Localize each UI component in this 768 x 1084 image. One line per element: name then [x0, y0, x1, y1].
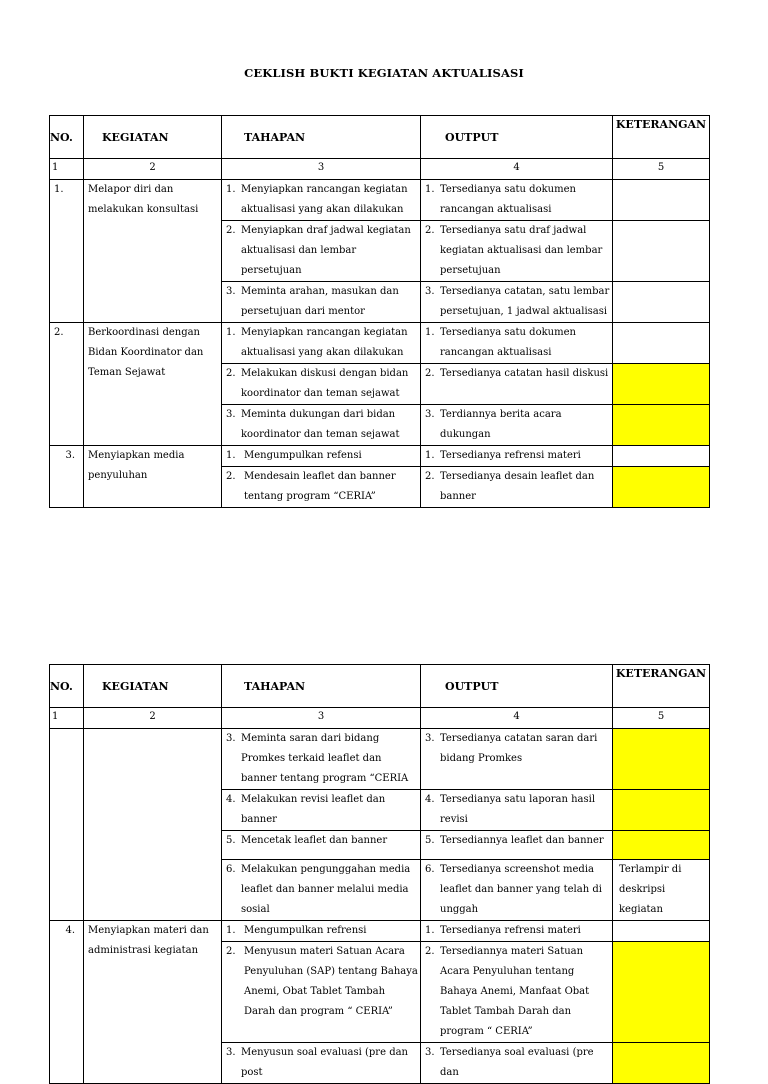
- header-no: NO.: [50, 665, 84, 708]
- header-tahapan: TAHAPAN: [222, 116, 421, 159]
- col-number: 3: [222, 708, 421, 729]
- step-text: Mencetak leaflet dan banner: [241, 835, 388, 846]
- activity-name: [84, 729, 222, 921]
- keterangan-cell: [613, 323, 710, 364]
- keterangan-cell-highlighted: [613, 364, 710, 405]
- output-text: Tersedianya satu dokumen rancangan aktualisasi: [440, 327, 576, 358]
- step-number: 3.: [226, 733, 236, 744]
- step-number: 3.: [226, 286, 236, 297]
- output-number: 4.: [425, 794, 435, 805]
- col-number: 4: [421, 708, 613, 729]
- step-number: 2.: [226, 471, 236, 482]
- output-number: 1.: [425, 327, 435, 338]
- column-number-row: [50, 708, 710, 729]
- step-text: Menyusun materi Satuan Acara Penyuluhan (SAP) tentang Bahaya Anemi, Obat Tablet Tambah Darah dan program “ CERIA”: [244, 946, 418, 1017]
- step-number: 1.: [226, 450, 236, 461]
- keterangan-cell-highlighted: [613, 405, 710, 446]
- step-text: Melakukan diskusi dengan bidan koordinator dan teman sejawat: [241, 368, 409, 399]
- keterangan-cell: [613, 221, 710, 282]
- step-number: 1.: [226, 184, 236, 195]
- step-number: 2.: [226, 946, 236, 957]
- keterangan-cell: [613, 180, 710, 221]
- output-number: 3.: [425, 286, 435, 297]
- output-number: 1.: [425, 184, 435, 195]
- step-text: Meminta saran dari bidang Promkes terkaid leaflet dan banner tentang program “CERIA: [241, 733, 409, 784]
- step-number: 2.: [226, 225, 236, 236]
- table-row: [50, 729, 710, 790]
- keterangan-cell: [613, 446, 710, 467]
- table-row: [50, 180, 710, 221]
- keterangan-cell-highlighted: [613, 942, 710, 1043]
- output-text: Tersediannya materi Satuan Acara Penyuluhan tentang Bahaya Anemi, Manfaat Obat Tablet Tambah Darah dan program “ CERIA”: [440, 946, 590, 1037]
- header-keterangan: KETERANGAN: [613, 665, 710, 708]
- document-title: CEKLISH BUKTI KEGIATAN AKTUALISASI: [244, 66, 524, 80]
- activity-number: 4.: [50, 921, 84, 1084]
- output-text: Tersedianya catatan hasil diskusi: [440, 368, 609, 379]
- col-number: 2: [84, 159, 222, 180]
- output-text: Tersedianya catatan saran dari bidang Promkes: [440, 733, 598, 764]
- output-text: Tersedianya refrensi materi: [440, 925, 581, 936]
- output-text: Tersedianya desain leaflet dan banner: [440, 471, 595, 502]
- step-text: Melakukan pengunggahan media leaflet dan banner melalui media sosial: [241, 864, 411, 915]
- header-kegiatan: KEGIATAN: [84, 116, 222, 159]
- col-number: 5: [613, 708, 710, 729]
- table-row: [50, 323, 710, 364]
- col-number: 3: [222, 159, 421, 180]
- output-text: Tersediannya leaflet dan banner: [440, 835, 604, 846]
- step-number: 1.: [226, 925, 236, 936]
- keterangan-cell-highlighted: [613, 467, 710, 508]
- keterangan-cell-highlighted: [613, 1043, 710, 1084]
- header-output: OUTPUT: [421, 665, 613, 708]
- output-number: 2.: [425, 368, 435, 379]
- step-number: 6.: [226, 864, 236, 875]
- output-number: 5.: [425, 835, 435, 846]
- output-text: Terdiannya berita acara dukungan: [440, 409, 562, 440]
- activity-name: Menyiapkan materi dan administrasi kegiatan: [84, 921, 222, 1084]
- col-number: 1: [50, 159, 84, 180]
- step-number: 4.: [226, 794, 236, 805]
- step-text: Mengumpulkan refrensi: [244, 925, 367, 936]
- header-keterangan: KETERANGAN: [613, 116, 710, 159]
- output-number: 2.: [425, 946, 435, 957]
- column-number-row: [50, 159, 710, 180]
- activity-name: Menyiapkan media penyuluhan: [84, 446, 222, 508]
- output-text: Tersedianya soal evaluasi (pre dan: [440, 1047, 594, 1078]
- col-number: 1: [50, 708, 84, 729]
- checklist-table-2: [49, 664, 709, 1084]
- output-text: Tersedianya catatan, satu lembar persetujuan, 1 jadwal aktualisasi: [440, 286, 610, 317]
- col-number: 5: [613, 159, 710, 180]
- activity-number: [50, 729, 84, 921]
- step-text: Meminta dukungan dari bidan koordinator dan teman sejawat: [241, 409, 400, 440]
- step-text: Melakukan revisi leaflet dan banner: [241, 794, 386, 825]
- output-number: 3.: [425, 409, 435, 420]
- output-text: Tersedianya satu draf jadwal kegiatan aktualisasi dan lembar persetujuan: [440, 225, 603, 276]
- step-number: 5.: [226, 835, 236, 846]
- keterangan-cell-highlighted: [613, 831, 710, 860]
- step-number: 3.: [226, 1047, 236, 1058]
- step-number: 3.: [226, 409, 236, 420]
- header-no: NO.: [50, 116, 84, 159]
- output-text: Tersedianya screenshot media leaflet dan banner yang telah di unggah: [440, 864, 602, 915]
- keterangan-cell: [613, 282, 710, 323]
- keterangan-cell-highlighted: [613, 729, 710, 790]
- step-text: Mengumpulkan refensi: [244, 450, 362, 461]
- header-output: OUTPUT: [421, 116, 613, 159]
- step-text: Menyiapkan draf jadwal kegiatan aktualisasi dan lembar persetujuan: [241, 225, 411, 276]
- activity-name: Berkoordinasi dengan Bidan Koordinator dan Teman Sejawat: [84, 323, 222, 446]
- table-row: [50, 921, 710, 942]
- header-row: [50, 116, 710, 159]
- header-kegiatan: KEGIATAN: [84, 665, 222, 708]
- activity-number: 1.: [50, 180, 84, 323]
- step-text: Menyusun soal evaluasi (pre dan post: [241, 1047, 408, 1078]
- output-number: 2.: [425, 225, 435, 236]
- step-number: 1.: [226, 327, 236, 338]
- output-number: 3.: [425, 733, 435, 744]
- header-tahapan: TAHAPAN: [222, 665, 421, 708]
- activity-number: 2.: [50, 323, 84, 446]
- header-row: [50, 665, 710, 708]
- col-number: 2: [84, 708, 222, 729]
- activity-name: Melapor diri dan melakukan konsultasi: [84, 180, 222, 323]
- step-text: Menyiapkan rancangan kegiatan aktualisasi yang akan dilakukan: [241, 327, 408, 358]
- keterangan-cell: Terlampir di deskripsi kegiatan: [613, 860, 710, 921]
- output-number: 1.: [425, 925, 435, 936]
- keterangan-cell: [613, 921, 710, 942]
- output-text: Tersedianya satu dokumen rancangan aktualisasi: [440, 184, 576, 215]
- keterangan-cell-highlighted: [613, 790, 710, 831]
- step-text: Meminta arahan, masukan dan persetujuan dari mentor: [241, 286, 399, 317]
- output-number: 1.: [425, 450, 435, 461]
- col-number: 4: [421, 159, 613, 180]
- checklist-table-1: [49, 115, 709, 508]
- output-text: Tersedianya satu laporan hasil revisi: [440, 794, 596, 825]
- activity-number: 3.: [50, 446, 84, 508]
- output-number: 3.: [425, 1047, 435, 1058]
- step-text: Mendesain leaflet dan banner tentang program “CERIA”: [244, 471, 396, 502]
- output-number: 6.: [425, 864, 435, 875]
- step-text: Menyiapkan rancangan kegiatan aktualisasi yang akan dilakukan: [241, 184, 408, 215]
- step-number: 2.: [226, 368, 236, 379]
- output-text: Tersedianya refrensi materi: [440, 450, 581, 461]
- output-number: 2.: [425, 471, 435, 482]
- table-row: [50, 446, 710, 467]
